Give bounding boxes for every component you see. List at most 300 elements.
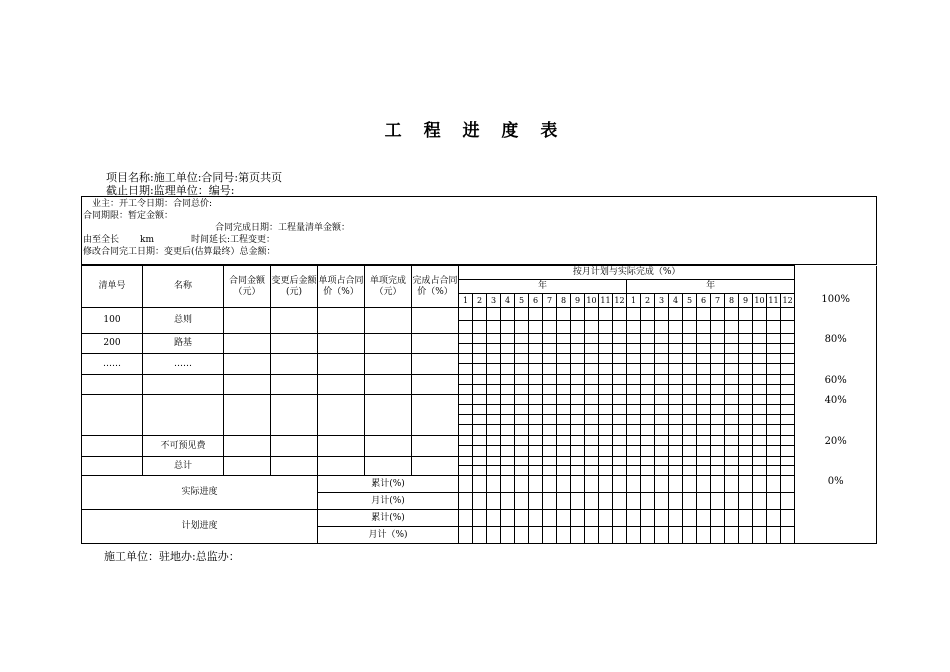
row-value bbox=[224, 354, 271, 375]
month-cell bbox=[613, 527, 627, 544]
month-cell bbox=[767, 476, 781, 493]
row-name: 不可预见费 bbox=[143, 436, 224, 457]
month-cell bbox=[739, 334, 753, 344]
month-cell bbox=[613, 385, 627, 395]
month-cell bbox=[767, 385, 781, 395]
month-cell bbox=[515, 308, 529, 321]
month-cell bbox=[711, 321, 725, 334]
month-cell bbox=[725, 425, 739, 436]
month-cell bbox=[585, 385, 599, 395]
month-cell bbox=[557, 321, 571, 334]
month-cell bbox=[683, 446, 697, 457]
month-cell bbox=[711, 385, 725, 395]
month-cell bbox=[711, 364, 725, 375]
month-cell bbox=[487, 385, 501, 395]
row-value bbox=[271, 457, 318, 476]
month-cell bbox=[585, 446, 599, 457]
month-cell bbox=[529, 466, 543, 476]
month-cell bbox=[459, 466, 473, 476]
table-row bbox=[82, 395, 877, 405]
month-cell bbox=[571, 446, 585, 457]
month-cell bbox=[501, 436, 515, 446]
scale-cell: 60% bbox=[795, 375, 877, 395]
month-cell bbox=[669, 446, 683, 457]
month-cell bbox=[501, 415, 515, 425]
month-cell bbox=[683, 436, 697, 446]
month-cell bbox=[669, 436, 683, 446]
row-value bbox=[224, 375, 271, 395]
month-cell bbox=[473, 436, 487, 446]
month-cell bbox=[515, 476, 529, 493]
month-cell bbox=[529, 493, 543, 510]
month-cell bbox=[613, 321, 627, 334]
month-cell bbox=[627, 415, 641, 425]
row-value bbox=[365, 457, 412, 476]
month-cell bbox=[473, 395, 487, 405]
month-cell bbox=[473, 476, 487, 493]
month-cell bbox=[725, 510, 739, 527]
month-cell bbox=[711, 334, 725, 344]
month-cell bbox=[571, 395, 585, 405]
scale-cell bbox=[795, 308, 877, 334]
month-cell bbox=[669, 354, 683, 364]
month-cell bbox=[641, 425, 655, 436]
month-cell bbox=[529, 385, 543, 395]
month-cell bbox=[613, 344, 627, 354]
row-no bbox=[82, 395, 143, 436]
progress-table bbox=[81, 265, 877, 544]
month-header: 2 bbox=[641, 294, 655, 308]
month-cell bbox=[753, 457, 767, 466]
month-cell bbox=[697, 395, 711, 405]
month-cell bbox=[753, 425, 767, 436]
month-header: 1 bbox=[459, 294, 473, 308]
month-cell bbox=[473, 446, 487, 457]
row-value bbox=[365, 308, 412, 334]
month-cell bbox=[571, 510, 585, 527]
month-cell bbox=[557, 375, 571, 385]
month-cell bbox=[655, 385, 669, 395]
month-cell bbox=[557, 415, 571, 425]
month-cell bbox=[501, 321, 515, 334]
month-cell bbox=[613, 436, 627, 446]
table-row bbox=[82, 308, 877, 321]
month-header: 3 bbox=[655, 294, 669, 308]
info-completion: 合同完成日期：工程量清单金额： bbox=[215, 223, 351, 233]
month-cell bbox=[501, 405, 515, 415]
month-cell bbox=[487, 476, 501, 493]
month-cell bbox=[739, 375, 753, 385]
month-cell bbox=[585, 457, 599, 466]
header-year-1: 年 bbox=[459, 280, 627, 294]
month-cell bbox=[613, 375, 627, 385]
month-cell bbox=[669, 308, 683, 321]
month-cell bbox=[669, 476, 683, 493]
month-cell bbox=[711, 510, 725, 527]
month-cell bbox=[599, 308, 613, 321]
month-cell bbox=[571, 476, 585, 493]
month-cell bbox=[669, 385, 683, 395]
info-owner: 业主：开工令日期：合同总价: bbox=[92, 199, 213, 209]
month-cell bbox=[753, 527, 767, 544]
month-cell bbox=[655, 446, 669, 457]
row-value bbox=[412, 334, 459, 354]
month-cell bbox=[669, 364, 683, 375]
month-cell bbox=[655, 395, 669, 405]
month-cell bbox=[753, 308, 767, 321]
month-cell bbox=[585, 415, 599, 425]
month-header: 3 bbox=[487, 294, 501, 308]
header-year-2: 年 bbox=[627, 280, 795, 294]
month-cell bbox=[697, 457, 711, 466]
month-cell bbox=[711, 354, 725, 364]
month-cell bbox=[515, 375, 529, 385]
month-cell bbox=[725, 321, 739, 334]
header-monthly: 按月计划与实际完成（%） bbox=[459, 266, 795, 280]
month-header: 10 bbox=[753, 294, 767, 308]
month-cell bbox=[669, 395, 683, 405]
month-cell bbox=[711, 344, 725, 354]
month-cell bbox=[585, 334, 599, 344]
month-cell bbox=[655, 354, 669, 364]
month-cell bbox=[669, 344, 683, 354]
month-cell bbox=[753, 476, 767, 493]
month-cell bbox=[613, 395, 627, 405]
month-cell bbox=[697, 510, 711, 527]
month-cell bbox=[739, 466, 753, 476]
month-cell bbox=[711, 493, 725, 510]
month-cell bbox=[459, 321, 473, 334]
month-cell bbox=[627, 493, 641, 510]
month-cell bbox=[781, 425, 795, 436]
month-cell bbox=[473, 405, 487, 415]
page-title: 工 程 进 度 表 bbox=[384, 121, 566, 141]
month-cell bbox=[669, 415, 683, 425]
month-cell bbox=[571, 364, 585, 375]
month-cell bbox=[781, 527, 795, 544]
row-value bbox=[412, 395, 459, 436]
scale-0: 0% bbox=[795, 476, 877, 544]
month-header: 6 bbox=[529, 294, 543, 308]
month-cell bbox=[641, 493, 655, 510]
row-value bbox=[318, 457, 365, 476]
month-cell bbox=[697, 308, 711, 321]
month-cell bbox=[697, 466, 711, 476]
month-cell bbox=[487, 321, 501, 334]
month-cell bbox=[753, 493, 767, 510]
month-header: 11 bbox=[599, 294, 613, 308]
month-cell bbox=[739, 425, 753, 436]
month-cell bbox=[459, 425, 473, 436]
month-cell bbox=[711, 405, 725, 415]
month-cell bbox=[627, 385, 641, 395]
month-cell bbox=[781, 415, 795, 425]
month-cell bbox=[767, 405, 781, 415]
month-cell bbox=[753, 510, 767, 527]
month-cell bbox=[753, 395, 767, 405]
month-cell bbox=[543, 446, 557, 457]
month-cell bbox=[487, 466, 501, 476]
month-header: 9 bbox=[739, 294, 753, 308]
month-cell bbox=[613, 493, 627, 510]
month-cell bbox=[529, 364, 543, 375]
row-value bbox=[271, 375, 318, 395]
month-cell bbox=[585, 466, 599, 476]
month-cell bbox=[711, 527, 725, 544]
month-cell bbox=[739, 405, 753, 415]
month-cell bbox=[767, 457, 781, 466]
month-cell bbox=[781, 364, 795, 375]
month-cell bbox=[627, 476, 641, 493]
month-cell bbox=[725, 527, 739, 544]
month-cell bbox=[739, 385, 753, 395]
table-row bbox=[82, 510, 877, 527]
row-name: …… bbox=[143, 354, 224, 375]
month-cell bbox=[543, 321, 557, 334]
month-cell bbox=[473, 385, 487, 395]
month-cell bbox=[515, 415, 529, 425]
row-value bbox=[412, 354, 459, 375]
scale-cell bbox=[795, 457, 877, 476]
month-cell bbox=[753, 334, 767, 344]
month-cell bbox=[459, 527, 473, 544]
progress-metric: 月计(%) bbox=[318, 493, 459, 510]
month-cell bbox=[753, 466, 767, 476]
month-cell bbox=[739, 308, 753, 321]
month-cell bbox=[683, 466, 697, 476]
month-cell bbox=[669, 457, 683, 466]
month-header: 7 bbox=[711, 294, 725, 308]
month-cell bbox=[487, 364, 501, 375]
month-cell bbox=[543, 308, 557, 321]
info-range: 由至全长 bbox=[83, 235, 120, 245]
row-value bbox=[412, 375, 459, 395]
month-cell bbox=[459, 405, 473, 415]
month-cell bbox=[725, 493, 739, 510]
month-cell bbox=[487, 405, 501, 415]
month-cell bbox=[487, 344, 501, 354]
month-cell bbox=[459, 375, 473, 385]
month-cell bbox=[459, 510, 473, 527]
month-cell bbox=[697, 334, 711, 344]
month-cell bbox=[515, 385, 529, 395]
month-cell bbox=[697, 344, 711, 354]
month-cell bbox=[571, 321, 585, 334]
row-value bbox=[224, 436, 271, 457]
month-cell bbox=[599, 321, 613, 334]
scale-100: 100% bbox=[795, 294, 877, 308]
month-cell bbox=[655, 415, 669, 425]
header-contract: 合同金额（元） bbox=[224, 266, 271, 308]
month-cell bbox=[515, 354, 529, 364]
month-cell bbox=[683, 375, 697, 385]
month-cell bbox=[711, 308, 725, 321]
month-cell bbox=[529, 334, 543, 344]
month-cell bbox=[571, 466, 585, 476]
month-header: 12 bbox=[613, 294, 627, 308]
month-header: 2 bbox=[473, 294, 487, 308]
month-cell bbox=[697, 375, 711, 385]
month-cell bbox=[655, 527, 669, 544]
month-cell bbox=[613, 425, 627, 436]
month-cell bbox=[781, 446, 795, 457]
header-line-1: 项目名称:施工单位:合同号:第页共页 bbox=[106, 171, 283, 184]
table-row bbox=[82, 476, 877, 493]
month-cell bbox=[697, 527, 711, 544]
contract-info-box bbox=[81, 196, 877, 265]
month-cell bbox=[473, 364, 487, 375]
month-cell bbox=[599, 436, 613, 446]
month-cell bbox=[487, 375, 501, 385]
month-header: 12 bbox=[781, 294, 795, 308]
month-cell bbox=[739, 446, 753, 457]
month-cell bbox=[641, 476, 655, 493]
month-cell bbox=[473, 354, 487, 364]
table-row bbox=[82, 354, 877, 364]
month-cell bbox=[627, 527, 641, 544]
month-header: 4 bbox=[669, 294, 683, 308]
month-cell bbox=[627, 405, 641, 415]
row-value bbox=[224, 457, 271, 476]
month-cell bbox=[599, 395, 613, 405]
month-cell bbox=[767, 344, 781, 354]
month-cell bbox=[487, 415, 501, 425]
month-cell bbox=[753, 446, 767, 457]
month-cell bbox=[571, 308, 585, 321]
month-cell bbox=[529, 415, 543, 425]
month-cell bbox=[585, 527, 599, 544]
month-cell bbox=[599, 493, 613, 510]
month-cell bbox=[487, 493, 501, 510]
month-cell bbox=[767, 364, 781, 375]
month-cell bbox=[557, 385, 571, 395]
row-value bbox=[365, 334, 412, 354]
month-cell bbox=[515, 405, 529, 415]
month-cell bbox=[781, 405, 795, 415]
month-cell bbox=[599, 457, 613, 466]
month-cell bbox=[557, 308, 571, 321]
month-cell bbox=[515, 493, 529, 510]
row-value bbox=[271, 354, 318, 375]
month-cell bbox=[725, 375, 739, 385]
month-cell bbox=[613, 510, 627, 527]
month-cell bbox=[767, 308, 781, 321]
month-cell bbox=[515, 321, 529, 334]
month-cell bbox=[641, 395, 655, 405]
month-cell bbox=[753, 344, 767, 354]
month-cell bbox=[515, 510, 529, 527]
month-cell bbox=[613, 466, 627, 476]
row-value bbox=[271, 334, 318, 354]
month-cell bbox=[473, 466, 487, 476]
table-row bbox=[82, 457, 877, 466]
month-cell bbox=[571, 415, 585, 425]
month-cell bbox=[515, 395, 529, 405]
month-cell bbox=[543, 457, 557, 466]
month-cell bbox=[501, 395, 515, 405]
month-cell bbox=[487, 527, 501, 544]
month-cell bbox=[655, 321, 669, 334]
month-cell bbox=[459, 436, 473, 446]
month-cell bbox=[529, 344, 543, 354]
info-km: km bbox=[140, 235, 154, 245]
month-cell bbox=[501, 308, 515, 321]
month-cell bbox=[781, 493, 795, 510]
month-header: 8 bbox=[557, 294, 571, 308]
month-cell bbox=[459, 354, 473, 364]
month-cell bbox=[459, 395, 473, 405]
month-cell bbox=[697, 425, 711, 436]
month-cell bbox=[627, 446, 641, 457]
month-cell bbox=[515, 446, 529, 457]
month-cell bbox=[641, 415, 655, 425]
row-value bbox=[318, 334, 365, 354]
month-cell bbox=[781, 510, 795, 527]
month-cell bbox=[585, 321, 599, 334]
month-cell bbox=[585, 436, 599, 446]
month-cell bbox=[515, 425, 529, 436]
month-cell bbox=[725, 466, 739, 476]
month-cell bbox=[739, 493, 753, 510]
month-cell bbox=[781, 344, 795, 354]
month-cell bbox=[515, 334, 529, 344]
month-cell bbox=[739, 364, 753, 375]
month-cell bbox=[711, 375, 725, 385]
row-value bbox=[365, 375, 412, 395]
month-cell bbox=[641, 321, 655, 334]
month-cell bbox=[669, 510, 683, 527]
month-cell bbox=[515, 457, 529, 466]
month-cell bbox=[697, 446, 711, 457]
month-header: 9 bbox=[571, 294, 585, 308]
info-extension: 时间延长:工程变更： bbox=[191, 235, 276, 245]
month-cell bbox=[781, 354, 795, 364]
month-cell bbox=[487, 395, 501, 405]
month-cell bbox=[781, 466, 795, 476]
month-cell bbox=[641, 405, 655, 415]
month-cell bbox=[529, 395, 543, 405]
scale-cell: 80% bbox=[795, 334, 877, 354]
month-cell bbox=[767, 510, 781, 527]
month-cell bbox=[627, 425, 641, 436]
month-cell bbox=[599, 364, 613, 375]
month-cell bbox=[683, 415, 697, 425]
month-cell bbox=[529, 425, 543, 436]
month-cell bbox=[585, 308, 599, 321]
month-header: 11 bbox=[767, 294, 781, 308]
scale-cell: 40% bbox=[795, 395, 877, 436]
month-cell bbox=[781, 436, 795, 446]
month-cell bbox=[711, 415, 725, 425]
month-cell bbox=[501, 354, 515, 364]
month-header: 5 bbox=[683, 294, 697, 308]
month-cell bbox=[753, 321, 767, 334]
month-cell bbox=[487, 354, 501, 364]
month-cell bbox=[725, 457, 739, 466]
month-cell bbox=[683, 405, 697, 415]
month-cell bbox=[627, 344, 641, 354]
month-header: 5 bbox=[515, 294, 529, 308]
row-value bbox=[412, 308, 459, 334]
month-cell bbox=[767, 321, 781, 334]
row-value bbox=[365, 354, 412, 375]
month-cell bbox=[767, 527, 781, 544]
month-cell bbox=[515, 436, 529, 446]
month-cell bbox=[641, 510, 655, 527]
month-cell bbox=[739, 321, 753, 334]
month-cell bbox=[683, 344, 697, 354]
month-cell bbox=[529, 436, 543, 446]
